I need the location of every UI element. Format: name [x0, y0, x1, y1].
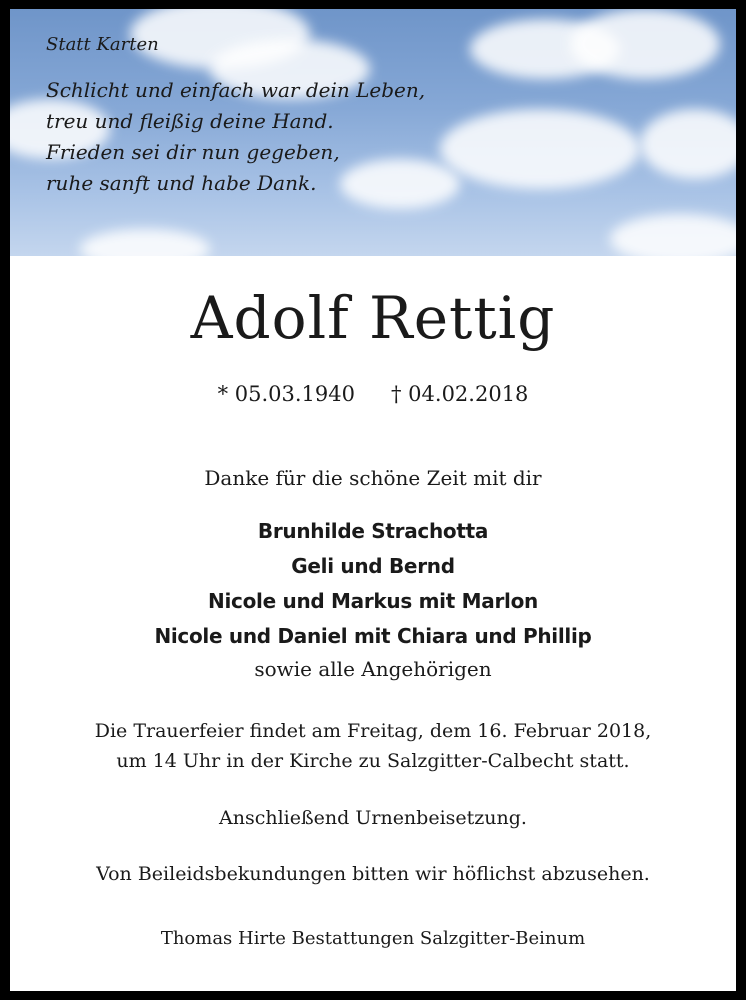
cloud-shape — [570, 9, 720, 79]
cloud-shape — [640, 109, 736, 179]
mourner-name: Nicole und Markus mit Marlon — [208, 589, 538, 613]
service-line: Die Trauerfeier findet am Freitag, dem 16. Februar 2018, — [94, 720, 652, 742]
verse-line: treu und fleißig deine Hand. — [46, 109, 334, 133]
sky-header-image — [10, 9, 736, 256]
notice-body — [10, 256, 736, 952]
mourners-list — [10, 514, 736, 684]
life-dates — [10, 380, 736, 408]
cloud-shape — [610, 214, 736, 256]
mourner-name: Brunhilde Strachotta — [257, 519, 489, 543]
service-line: um 14 Uhr in der Kirche zu Salzgitter-Calbecht statt. — [116, 750, 630, 772]
birth-date: * 05.03.1940 — [217, 382, 355, 406]
relatives-line: sowie alle Angehörigen — [254, 657, 492, 681]
deceased-name: Adolf Rettig — [190, 284, 556, 352]
death-date: † 04.02.2018 — [391, 382, 529, 406]
verse-line: Schlicht und einfach war dein Leben, — [46, 78, 426, 102]
cloud-shape — [440, 109, 640, 189]
mourner-name: Nicole und Daniel mit Chiara und Phillip — [154, 624, 592, 648]
statt-karten: Statt Karten — [46, 34, 159, 55]
obituary-notice — [10, 9, 736, 991]
cloud-shape — [80, 229, 210, 256]
header-text — [46, 33, 425, 199]
verse — [46, 75, 425, 199]
condolence-note: Von Beileidsbekundungen bitten wir höflichst abzusehen. — [96, 863, 650, 885]
mourner-name: Geli und Bernd — [291, 554, 455, 578]
funeral-home: Thomas Hirte Bestattungen Salzgitter-Beinum — [160, 928, 586, 949]
urn-burial-note: Anschließend Urnenbeisetzung. — [219, 807, 527, 829]
verse-line: ruhe sanft und habe Dank. — [46, 171, 317, 195]
verse-line: Frieden sei dir nun gegeben, — [46, 140, 340, 164]
service-info — [10, 716, 736, 776]
thanks-line: Danke für die schöne Zeit mit dir — [204, 466, 542, 490]
